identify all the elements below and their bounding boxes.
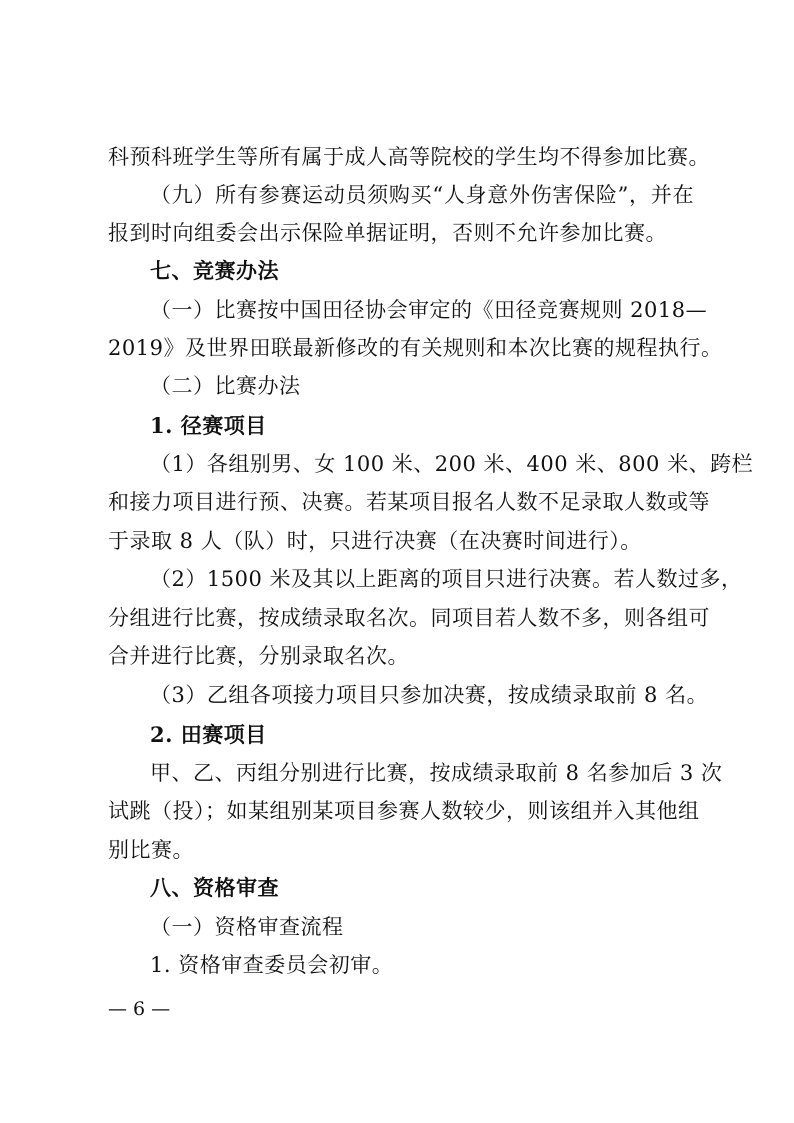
page-number: — 6 — bbox=[108, 998, 171, 1020]
text-line: （二）比赛办法 bbox=[150, 374, 301, 398]
subsection-heading: 1. 径赛项目 bbox=[150, 413, 267, 438]
text-line: （2）1500 米及其以上距离的项目只进行决赛。若人数过多， bbox=[150, 567, 743, 591]
text-line: （一）比赛按中国田径协会审定的《田径竞赛规则 2018— bbox=[150, 298, 708, 322]
text-line: 别比赛。 bbox=[108, 838, 194, 862]
text-line: （3）乙组各项接力项目只参加决赛，按成绩录取前 8 名。 bbox=[150, 683, 709, 707]
text-line: （九）所有参赛运动员须购买“人身意外伤害保险”，并在 bbox=[150, 183, 694, 207]
text-line: 和接力项目进行预、决赛。若某项目报名人数不足录取人数或等 bbox=[108, 490, 710, 514]
text-line: （1）各组别男、女 100 米、200 米、400 米、800 米、跨栏 bbox=[150, 452, 754, 476]
text-line: 1. 资格审查委员会初审。 bbox=[150, 953, 394, 977]
section-heading: 七、竞赛办法 bbox=[150, 259, 279, 283]
text-line: 报到时向组委会出示保险单据证明，否则不允许参加比赛。 bbox=[108, 221, 667, 245]
section-heading: 八、资格审查 bbox=[150, 876, 279, 900]
text-line: 2019》及世界田联最新修改的有关规则和本次比赛的规程执行。 bbox=[108, 336, 723, 360]
text-line: 于录取 8 人（队）时，只进行决赛（在决赛时间进行）。 bbox=[108, 529, 642, 553]
text-line: 甲、乙、丙组分别进行比赛，按成绩录取前 8 名参加后 3 次 bbox=[150, 761, 723, 785]
text-line: 科预科班学生等所有属于成人高等院校的学生均不得参加比赛。 bbox=[108, 145, 710, 169]
text-line: 试跳（投）；如某组别某项目参赛人数较少，则该组并入其他组 bbox=[108, 799, 700, 823]
subsection-heading: 2. 田赛项目 bbox=[150, 722, 267, 747]
text-line: 分组进行比赛，按成绩录取名次。同项目若人数不多，则各组可 bbox=[108, 606, 710, 630]
text-line: （一）资格审查流程 bbox=[150, 915, 344, 939]
text-line: 合并进行比赛，分别录取名次。 bbox=[108, 644, 409, 668]
